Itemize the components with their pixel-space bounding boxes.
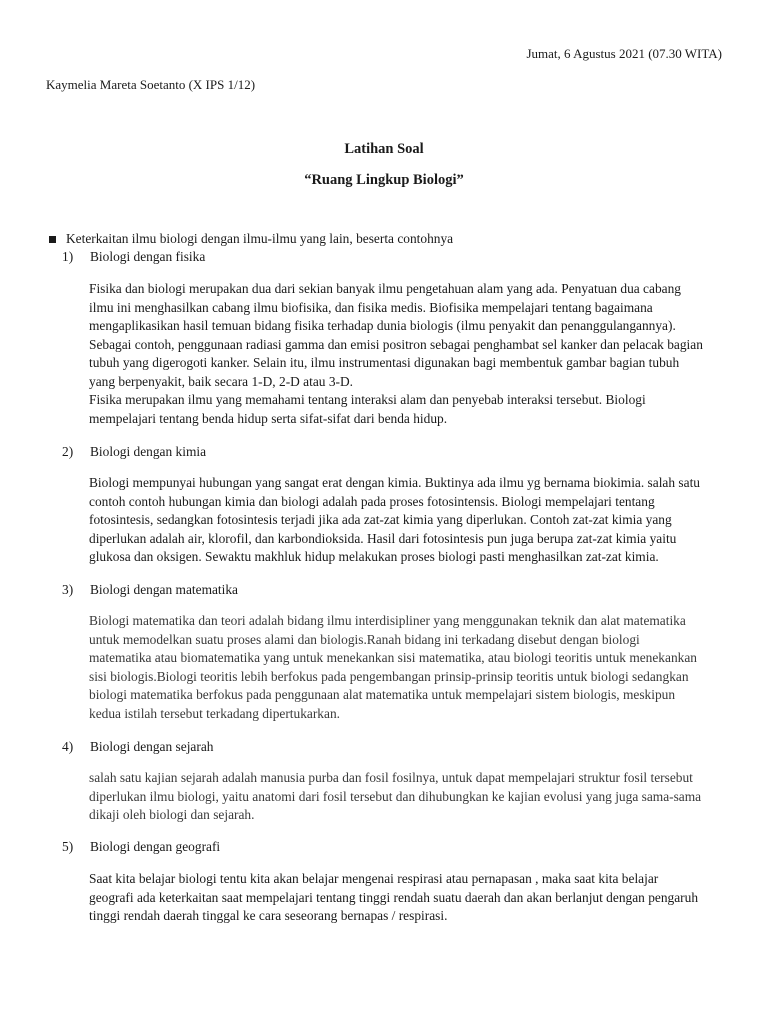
paragraph-line: contoh contoh hubungan kimia dan biologi adalah pada proses fotosintensis. Biologi mempelajari tentang <box>89 493 655 509</box>
paragraph-line: kedua istilah tersebut terkadang dipertukarkan. <box>89 705 340 721</box>
paragraph-line: Fisika dan biologi merupakan dua dari sekian banyak ilmu pengetahuan alam yang ada. Penyatuan dua cabang <box>89 281 681 296</box>
paragraph-line: fotosintesis, sedangkan fotosintesis terjadi jika ada zat-zat kimia yang diperlukan. Contoh zat-zat kimia yang <box>89 512 672 527</box>
section-title: Biologi dengan fisika <box>90 249 206 264</box>
section-paragraph-geografi <box>89 870 739 926</box>
section-paragraph-sejarah <box>89 769 739 825</box>
section-heading-fisika <box>62 249 205 265</box>
main-bullet <box>46 231 453 247</box>
paragraph-line: matematika atau biomatematika yang untuk menekankan sisi matematika, atau biologi teoritis untuk menekankan <box>89 650 697 665</box>
section-title: Biologi dengan matematika <box>90 582 239 597</box>
section-heading-kimia <box>62 444 206 460</box>
document-subtitle: “Ruang Lingkup Biologi” <box>304 172 464 188</box>
section-heading-geografi <box>62 839 220 855</box>
paragraph-line: yang berpenyakit, baik secara 1-D, 2-D atau 3-D. <box>89 373 353 389</box>
section-heading-matematika <box>62 582 238 598</box>
section-title: Biologi dengan sejarah <box>90 739 214 754</box>
author-name: Kaymelia Mareta Soetanto (X IPS 1/12) <box>46 77 256 92</box>
paragraph-line: biologi matematika berfokus pada penggunaan alat matematika untuk mempelajari sistem biologis, meskipun <box>89 687 676 702</box>
section-number: 2) <box>62 444 74 459</box>
paragraph-line: Saat kita belajar biologi tentu kita akan belajar mengenai respirasi atau pernapasan , maka saat kita belajar <box>89 871 659 886</box>
paragraph-line: mengaplikasikan hasil temuan bidang fisika terhadap dunia biologis (ilmu penyakit dan penanggulangannya). <box>89 318 676 333</box>
paragraph-line: Fisika merupakan ilmu yang memahami tentang interaksi alam dan penyebab interaksi tersebut. Biologi <box>89 392 646 407</box>
paragraph-line: diperlukan ilmu biologi, yaitu anatomi dari fosil tersebut dan dihubungkan ke kajian evolusi yang juga sama-sama <box>89 788 702 804</box>
paragraph-line: Biologi mempunyai hubungan yang sangat erat dengan kimia. Buktinya ada ilmu yg bernama biokimia. salah satu <box>89 475 700 490</box>
paragraph-line: tubuh yang digerogoti kanker. Selain itu, ilmu instrumentasi digunakan bagi membentuk gambar bagian tubuh <box>89 355 680 370</box>
paragraph-line: Sebagai contoh, penggunaan radiasi gamma dan emisi positron sebagai penghambat sel kanker dan pelacak bagian <box>89 336 703 352</box>
section-paragraph-kimia <box>89 474 739 567</box>
paragraph-line: untuk memodelkan suatu proses alami dan biologis.Ranah bidang ini terkadang disebut dengan biologi <box>89 631 640 647</box>
document-date: Jumat, 6 Agustus 2021 (07.30 WITA) <box>526 46 722 61</box>
paragraph-line: salah satu kajian sejarah adalah manusia purba dan fosil fosilnya, untuk dapat mempelajari struktur fosil tersebut <box>89 770 693 785</box>
document-title: Latihan Soal <box>344 141 424 157</box>
paragraph-line: Biologi matematika dan teori adalah bidang ilmu interdisipliner yang menggunakan teknik dan alat matematika <box>89 613 686 628</box>
square-bullet-icon <box>49 236 56 243</box>
section-number: 3) <box>62 582 74 597</box>
section-title: Biologi dengan geografi <box>90 839 221 854</box>
paragraph-line: sisi biologis.Biologi teoritis lebih berfokus pada pengembangan prinsip-prinsip teoritis untuk biologi sedangkan <box>89 668 689 684</box>
paragraph-line: dikaji oleh biologi dan sejarah. <box>89 807 255 822</box>
paragraph-line: ilmu ini menghasilkan cabang ilmu biofisika, dan fisika medis. Biofisika mempelajari tentang bagaimana <box>89 299 653 315</box>
section-number: 4) <box>62 739 74 754</box>
section-number: 1) <box>62 249 74 264</box>
main-bullet-text: Keterkaitan ilmu biologi dengan ilmu-ilmu yang lain, beserta contohnya <box>66 231 454 246</box>
paragraph-line: glukosa dan oksigen. Sewaktu makhluk hidup melakukan proses biologi pasti menghasilkan zat-zat kimia. <box>89 549 659 564</box>
section-title: Biologi dengan kimia <box>90 444 207 459</box>
paragraph-line: tinggi rendah daerah tinggal ke cara seseorang bernapas / respirasi. <box>89 908 448 923</box>
paragraph-line: geografi ada keterkaitan saat mempelajari tentang tinggi rendah suatu daerah dan akan berlanjut dengan pengaruh <box>89 889 699 905</box>
section-heading-sejarah <box>62 739 213 755</box>
paragraph-line: mempelajari tentang benda hidup serta sifat-sifat dari benda hidup. <box>89 410 448 426</box>
section-paragraph-fisika <box>89 280 739 428</box>
paragraph-line: diperlukan adalah air, klorofil, dan karbondioksida. Hasil dari fotosintesis pun juga berupa zat-zat kimia yaitu <box>89 530 677 546</box>
section-paragraph-matematika <box>89 612 739 723</box>
section-number: 5) <box>62 839 74 854</box>
